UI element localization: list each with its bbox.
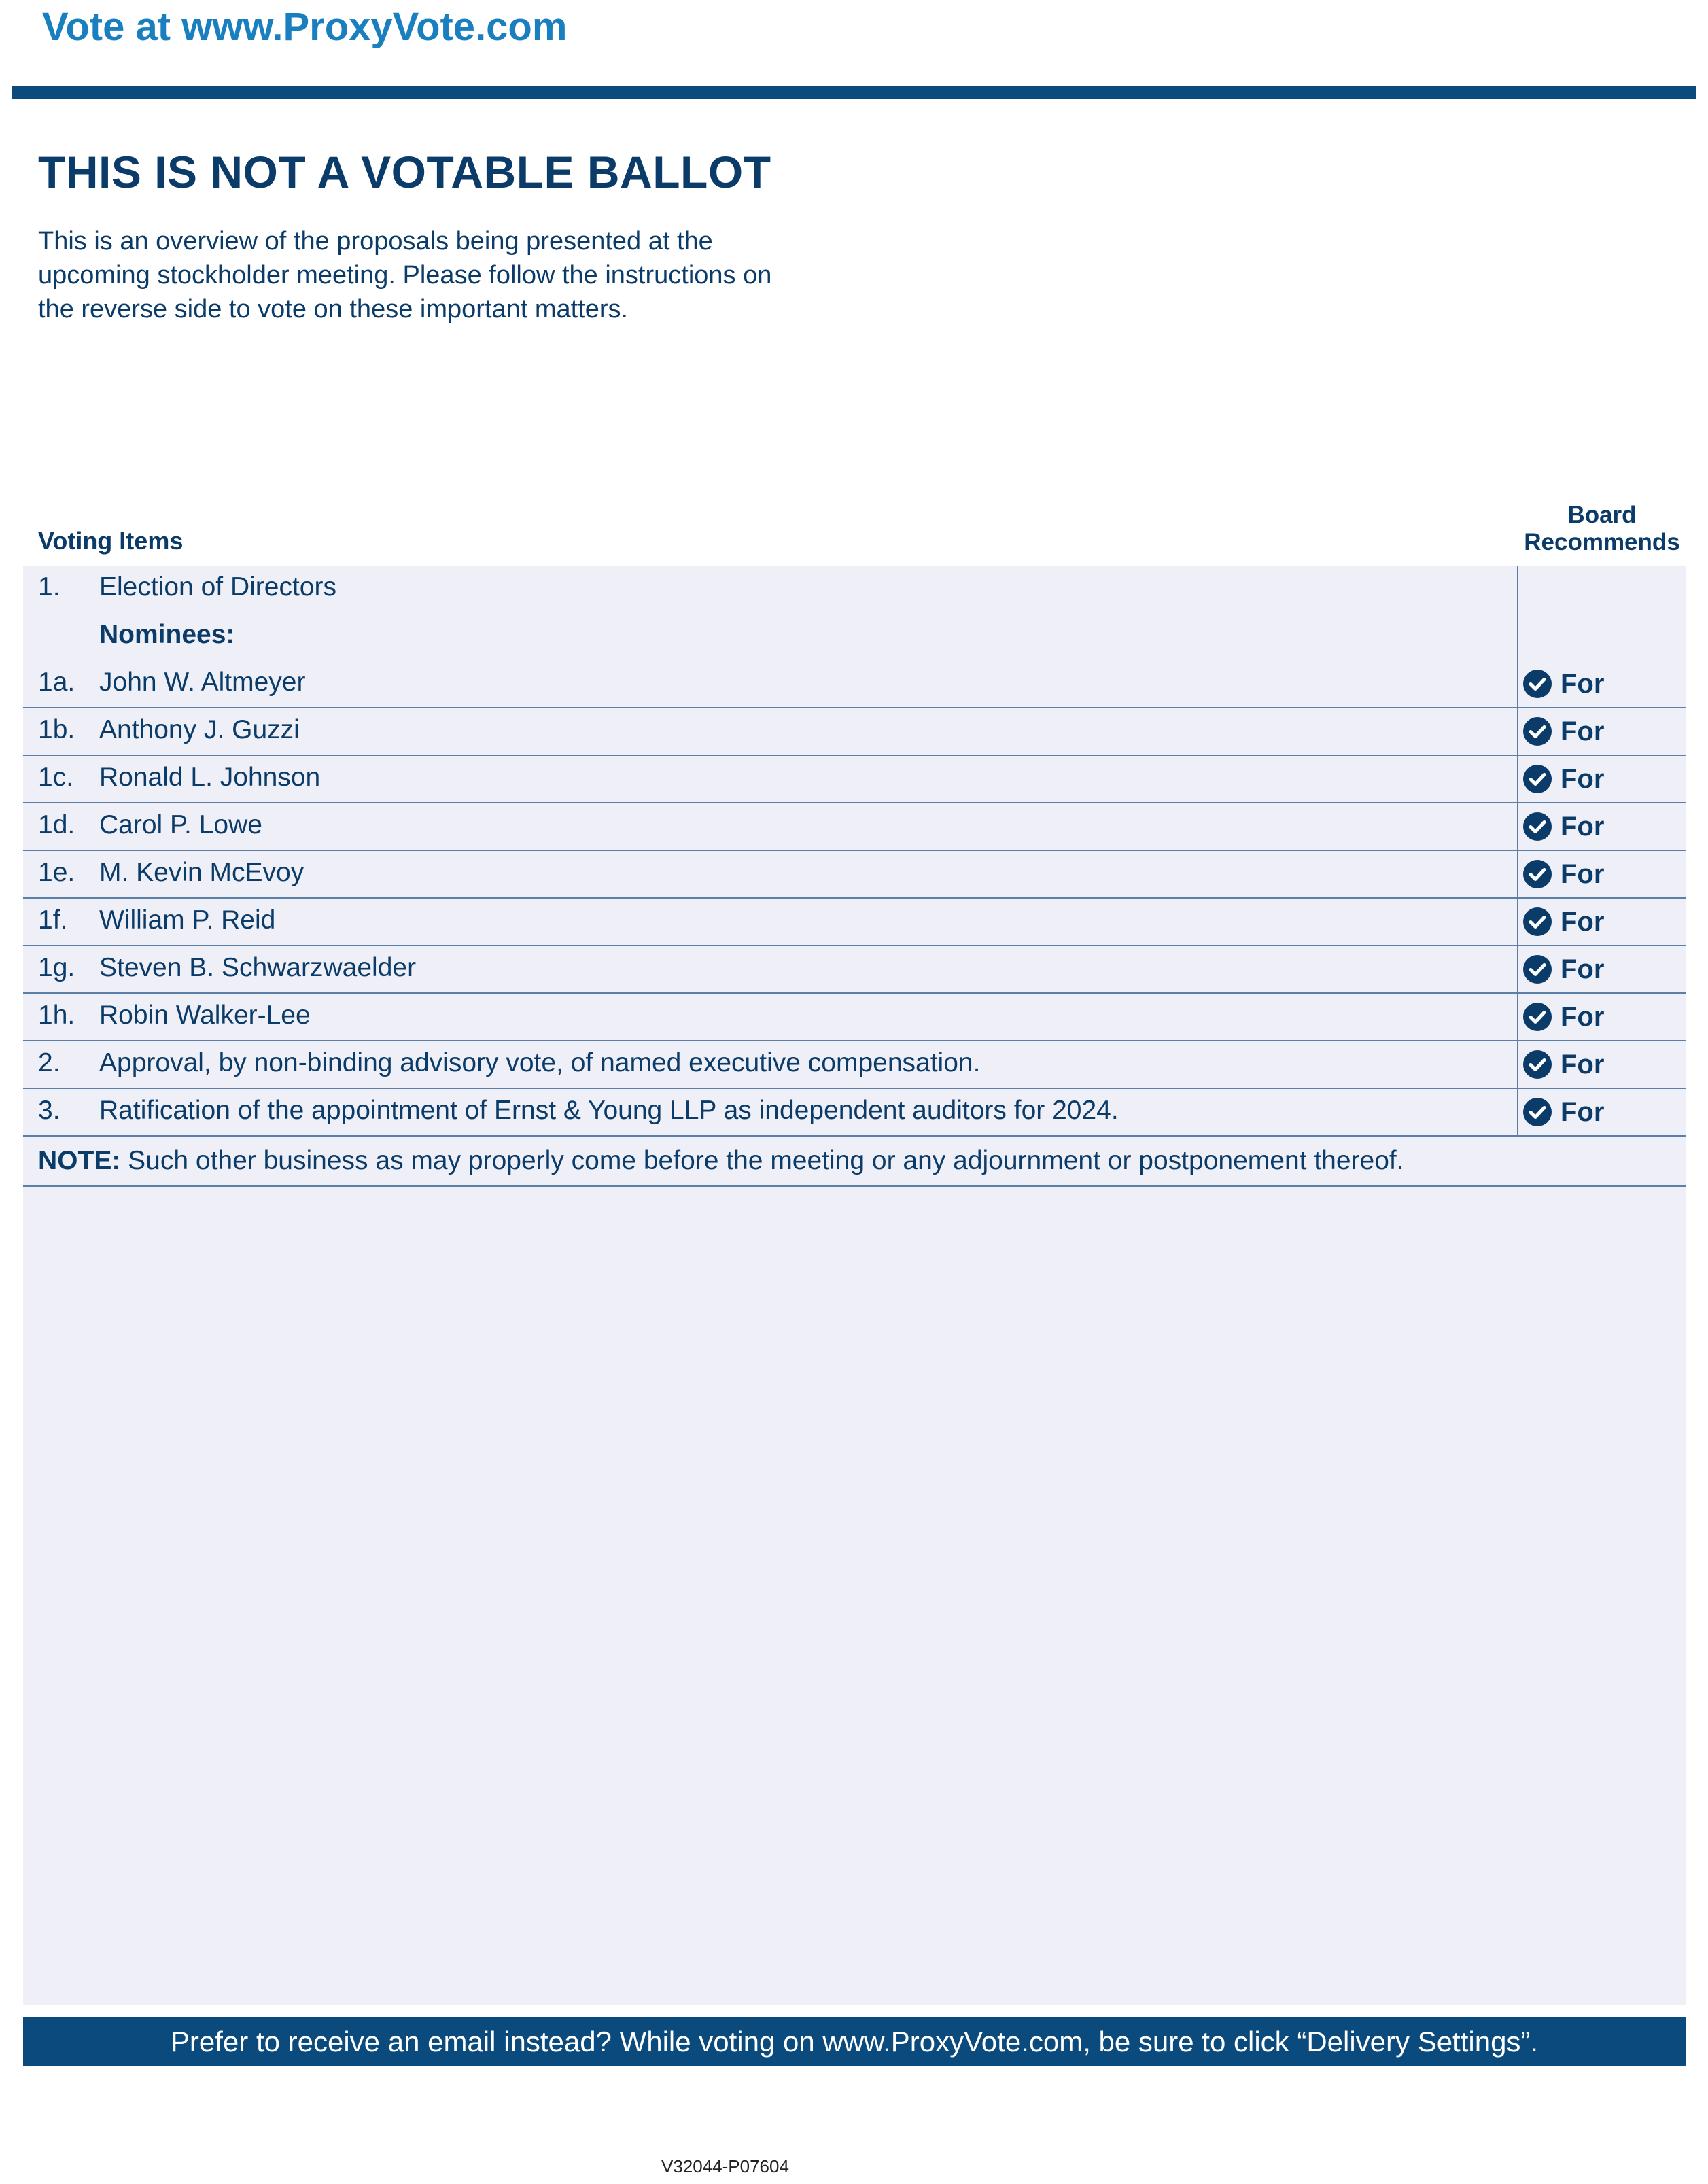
- recommendation-label: For: [1561, 763, 1605, 794]
- intro-line: This is an overview of the proposals being presented at the: [38, 227, 713, 256]
- vote-row: [23, 661, 1686, 708]
- recommendation: [1522, 856, 1604, 892]
- note-row: [23, 1139, 1686, 1187]
- document-code: V32044-P07604: [661, 2156, 789, 2177]
- item-number: 1d.: [38, 810, 75, 839]
- header-title: Vote at www.ProxyVote.com: [42, 5, 568, 49]
- item-text: Ronald L. Johnson: [99, 763, 321, 792]
- check-circle-icon: [1522, 859, 1552, 889]
- check-circle-icon: [1522, 812, 1552, 842]
- recommendation: [1522, 761, 1604, 797]
- item-text: John W. Altmeyer: [99, 668, 306, 697]
- check-circle-icon: [1522, 669, 1552, 699]
- item-number: 1c.: [38, 763, 74, 792]
- check-circle-icon: [1522, 954, 1552, 984]
- recommendation-label: For: [1561, 811, 1605, 842]
- header-rule: [12, 86, 1696, 99]
- item-text: William P. Reid: [99, 905, 276, 935]
- board-recommends-heading: [1517, 502, 1687, 556]
- check-circle-icon: [1522, 1097, 1552, 1127]
- vote-row: [23, 851, 1686, 899]
- item-text: Approval, by non-binding advisory vote, of named executive compensation.: [99, 1048, 981, 1077]
- vote-row: [23, 803, 1686, 851]
- vote-row: [23, 708, 1686, 756]
- voting-items-heading: Voting Items: [38, 527, 184, 555]
- intro-line: the reverse side to vote on these important matters.: [38, 295, 629, 324]
- vote-row: [23, 1041, 1686, 1089]
- delivery-settings-banner: Prefer to receive an email instead? While voting on www.ProxyVote.com, be sure to click “Delivery Settings”.: [23, 2017, 1686, 2066]
- nominees-row: [23, 613, 1686, 661]
- vote-row: [23, 1089, 1686, 1137]
- item-number: 1a.: [38, 668, 75, 697]
- check-circle-icon: [1522, 1050, 1552, 1079]
- recommendation-label: For: [1561, 1096, 1605, 1127]
- item-row-election: [23, 566, 1686, 613]
- item-number: 1h.: [38, 1001, 75, 1030]
- item-number: 1e.: [38, 858, 75, 887]
- item-text: Election of Directors: [99, 572, 336, 602]
- check-circle-icon: [1522, 764, 1552, 794]
- recommendation: [1522, 999, 1604, 1035]
- note-body: Such other business as may properly come before the meeting or any adjournment or postponement thereof.: [120, 1146, 1404, 1175]
- note-text: [38, 1146, 1404, 1176]
- board-heading-line: Recommends: [1524, 529, 1680, 555]
- item-number: 1.: [38, 572, 60, 602]
- item-text: M. Kevin McEvoy: [99, 858, 304, 887]
- nominees-label: Nominees:: [99, 620, 235, 649]
- recommendation: [1522, 952, 1604, 987]
- recommendation: [1522, 714, 1604, 749]
- recommendation: [1522, 904, 1604, 939]
- item-text: Anthony J. Guzzi: [99, 715, 300, 744]
- item-number: 1b.: [38, 715, 75, 744]
- item-text: Robin Walker-Lee: [99, 1001, 311, 1030]
- ballot-title: THIS IS NOT A VOTABLE BALLOT: [38, 147, 771, 197]
- recommendation-label: For: [1561, 1001, 1605, 1032]
- board-heading-line: Board: [1567, 502, 1637, 528]
- item-text: Ratification of the appointment of Ernst & Young LLP as independent auditors for 2024.: [99, 1096, 1119, 1125]
- recommendation: [1522, 809, 1604, 844]
- item-text: Steven B. Schwarzwaelder: [99, 953, 417, 982]
- recommendation-label: For: [1561, 716, 1605, 746]
- check-circle-icon: [1522, 907, 1552, 937]
- recommendation-label: For: [1561, 954, 1605, 984]
- recommendation-label: For: [1561, 859, 1605, 889]
- check-circle-icon: [1522, 1002, 1552, 1032]
- recommendation: [1522, 666, 1604, 701]
- item-number: 3.: [38, 1096, 60, 1125]
- vote-row: [23, 899, 1686, 946]
- intro-paragraph: [38, 224, 922, 326]
- check-circle-icon: [1522, 716, 1552, 746]
- intro-line: upcoming stockholder meeting. Please follow the instructions on: [38, 261, 772, 290]
- item-number: 1g.: [38, 953, 75, 982]
- vote-row: [23, 756, 1686, 803]
- item-number: 2.: [38, 1048, 60, 1077]
- vote-row: [23, 946, 1686, 994]
- item-number: 1f.: [38, 905, 68, 935]
- recommendation: [1522, 1047, 1604, 1082]
- vote-row: [23, 994, 1686, 1041]
- recommendation-label: For: [1561, 1049, 1605, 1079]
- recommendation: [1522, 1094, 1604, 1130]
- recommendation-label: For: [1561, 906, 1605, 937]
- recommendation-label: For: [1561, 668, 1605, 699]
- note-label: NOTE:: [38, 1146, 121, 1175]
- item-text: Carol P. Lowe: [99, 810, 262, 839]
